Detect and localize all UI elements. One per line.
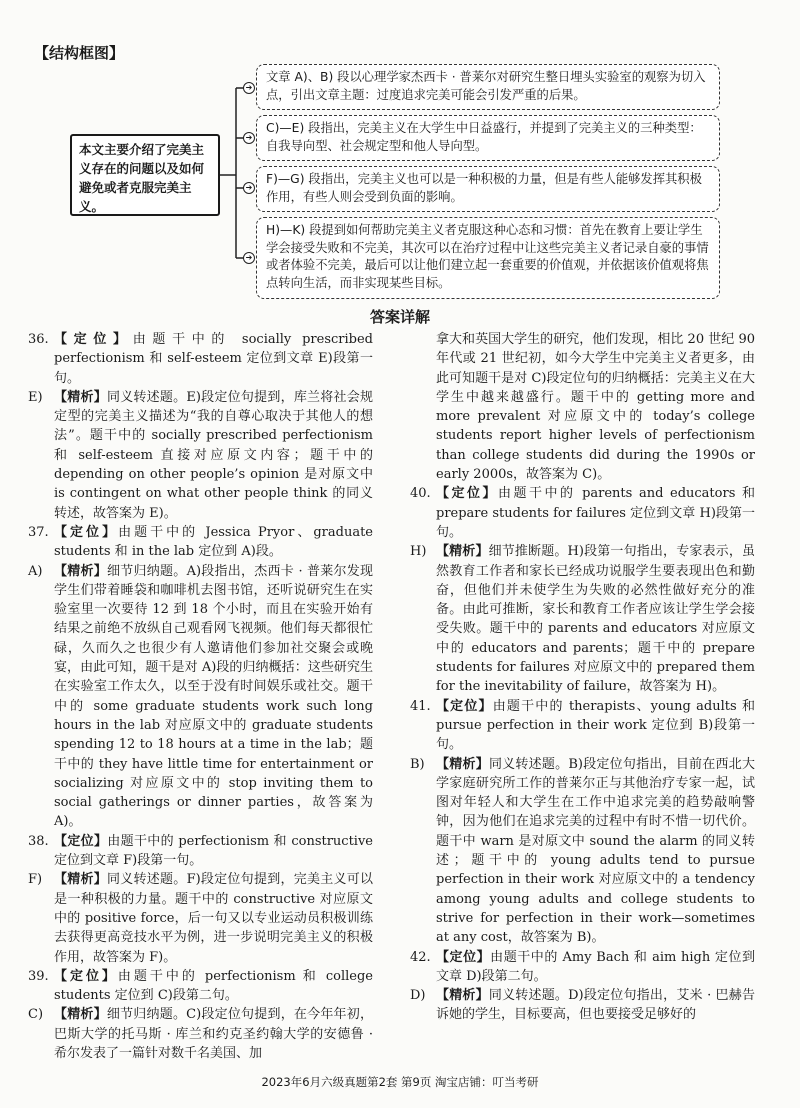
summary-box: 本文主要介绍了完美主义存在的问题以及如何避免或者克服完美主义。 bbox=[70, 134, 220, 216]
answer-entry-continued: 拿大和英国大学生的研究，他们发现，相比 20 世纪 90 年代或 21 世纪初，如今大学生中完美主义者更多，由此可知题干是对 C)段定位句的归纳概括：完美主义在大学生中越来越盛行。题干中的 getting more and more prevalent 对应原文中的 today’s college students report higher levels of perfectionism than college students did during the 1990s or early 2000s，故答案为 C)。 bbox=[436, 332, 755, 483]
answer-entry: 36. 【定位】由题干中的 socially prescribed perfectionism 和 self-esteem 定位到文章 E)段第一句。 bbox=[28, 332, 373, 386]
answer-section-title: 答案详解 bbox=[369, 308, 430, 326]
section-title: 【结构框图】 bbox=[34, 44, 125, 62]
bullet-icon: ➔ bbox=[243, 132, 255, 144]
answer-entry: D) 【精析】同义转述题。D)段定位句指出，艾米 · 巴赫告诉她的学生，目标要高，但也要接受足够好的 bbox=[410, 988, 755, 1023]
branch-box-hk: H)—K) 段提到如何帮助完美主义者克服这种心态和习惯：首先在教育上要让学生学会接受失败和不完美，其次可以在治疗过程中让这些完美主义者记录自豪的事情或者体验不完美，最后可以让他们建立起一套重要的价值观，并依据该价值观将焦点转向生活，而非实现某些目标。 bbox=[256, 217, 720, 299]
answer-entry: 41. 【定位】由题干中的 therapists、young adults 和 pursue perfection in their work 定位到 B)段第一句。 bbox=[410, 698, 755, 753]
branch-box-fg: F)—G) 段指出，完美主义也可以是一种积极的力量，但是有些人能够发挥其积极作用，有些人则会受到负面的影响。 bbox=[256, 166, 720, 212]
answer-entry: 40. 【定位】由题干中的 parents and educators 和 prepare students for failures 定位到文章 H)段第一句。 bbox=[410, 486, 755, 540]
structure-diagram bbox=[0, 0, 800, 305]
answer-entry: B) 【精析】同义转述题。B)段定位句指出，目前在西北大学家庭研究所工作的普莱尔正与其他治疗专家一起，试图对年轻人和大学生在工作中追求完美的趋势敲响警钟，因为他们在追求完美的过程中有时不惜一切代价。题干中 warn 是对原文中 sound the alarm 的同义转述；题干中的 young adults tend to pursue perfection in their work 对应原文中的 a tendency among young adults and college students to strive for perfection in their work—sometimes at any cost，故答案为 B)。 bbox=[410, 756, 755, 946]
page-footer: 2023年6月六级真题第2套 第9页 淘宝店铺：叮当考研 bbox=[261, 1075, 539, 1089]
answer-entry: 37. 【定位】由题干中的 Jessica Pryor、graduate students 和 in the lab 定位到 A)段。 bbox=[28, 524, 373, 560]
answer-entry: A) 【精析】细节归纳题。A)段指出，杰西卡 · 普莱尔发现学生们带着睡袋和咖啡机去图书馆，还听说研究生在实验室里一次要待 12 到 18 个小时，而且在实验开始有结果之前绝不放纵自己观看网飞视频。他们每天都很忙碌，久而久之也很少有人邀请他们参加社交聚会或晚宴，由此可知，题干是对 A)段的归纳概括：这些研究生在实验室工作太久，以至于没有时间娱乐或社交。题干中的 some graduate students work such long hours in the lab 对应原文中的 graduate students spending 12 to 18 hours at a time in the lab；题干中的 they have little time for entertainment or socializing 对应原文中的 stop inviting them to social gatherings or dinner parties，故答案为 A)。 bbox=[28, 563, 373, 830]
left-column bbox=[28, 330, 373, 1063]
branch-box-ab: 文章 A)、B) 段以心理学家杰西卡 · 普莱尔对研究生整日埋头实验室的观察为切入点，引出文章主题：过度追求完美可能会引发严重的后果。 bbox=[256, 64, 720, 110]
right-column bbox=[410, 330, 755, 1025]
answer-entry: F) 【精析】同义转述题。F)段定位句提到，完美主义可以是一种积极的力量。题干中的 constructive 对应原文中的 positive force，后一句又以专业运动员积极训练去获得更高竞技水平为例，进一步说明完美主义的积极作用，故答案为 F)。 bbox=[28, 872, 373, 965]
answer-entry: H) 【精析】细节推断题。H)段第一句指出，专家表示，虽然教育工作者和家长已经成功说服学生要表现出色和勤奋，但他们并未使学生为失败的必然性做好充分的准备。由此可推断，家长和教育工作者应该让学生学会接受失败。题干中的 parents and educators 对应原文中的 educators and parents；题干中的 prepare students for failures 对应原文中的 prepared them for the inevitability of failure，故答案为 H)。 bbox=[410, 544, 755, 695]
bullet-icon: ➔ bbox=[243, 82, 255, 94]
branch-box-ce: C)—E) 段指出，完美主义在大学生中日益盛行，并提到了完美主义的三种类型：自我导向型、社会规定型和他人导向型。 bbox=[256, 115, 720, 161]
answer-entry: 39. 【定位】由题干中的 perfectionism 和 college students 定位到 C)段第二句。 bbox=[28, 968, 373, 1004]
answer-entry: 38. 【定位】由题干中的 perfectionism 和 constructive 定位到文章 F)段第一句。 bbox=[28, 833, 373, 869]
answer-entry: E) 【精析】同义转述题。E)段定位句提到，库兰将社会规定型的完美主义描述为“我的自尊心取决于其他人的想法”。题干中的 socially prescribed perfectionism 和 self-esteem 直接对应原文内容；题干中的 depending on other people’s opinion 是对原文中 is contingent on what other people think 的同义转述，故答案为 E)。 bbox=[28, 389, 373, 521]
bullet-icon: ➔ bbox=[243, 252, 255, 264]
answer-entry: 42. 【定位】由题干中的 Amy Bach 和 aim high 定位到文章 D)段第二句。 bbox=[410, 949, 755, 984]
answer-entry: C) 【精析】细节归纳题。C)段定位句提到，在今年年初，巴斯大学的托马斯 · 库兰和约克圣约翰大学的安德鲁 · 希尔发表了一篇针对数千名美国、加 bbox=[28, 1007, 373, 1061]
bullet-icon: ➔ bbox=[243, 182, 255, 194]
